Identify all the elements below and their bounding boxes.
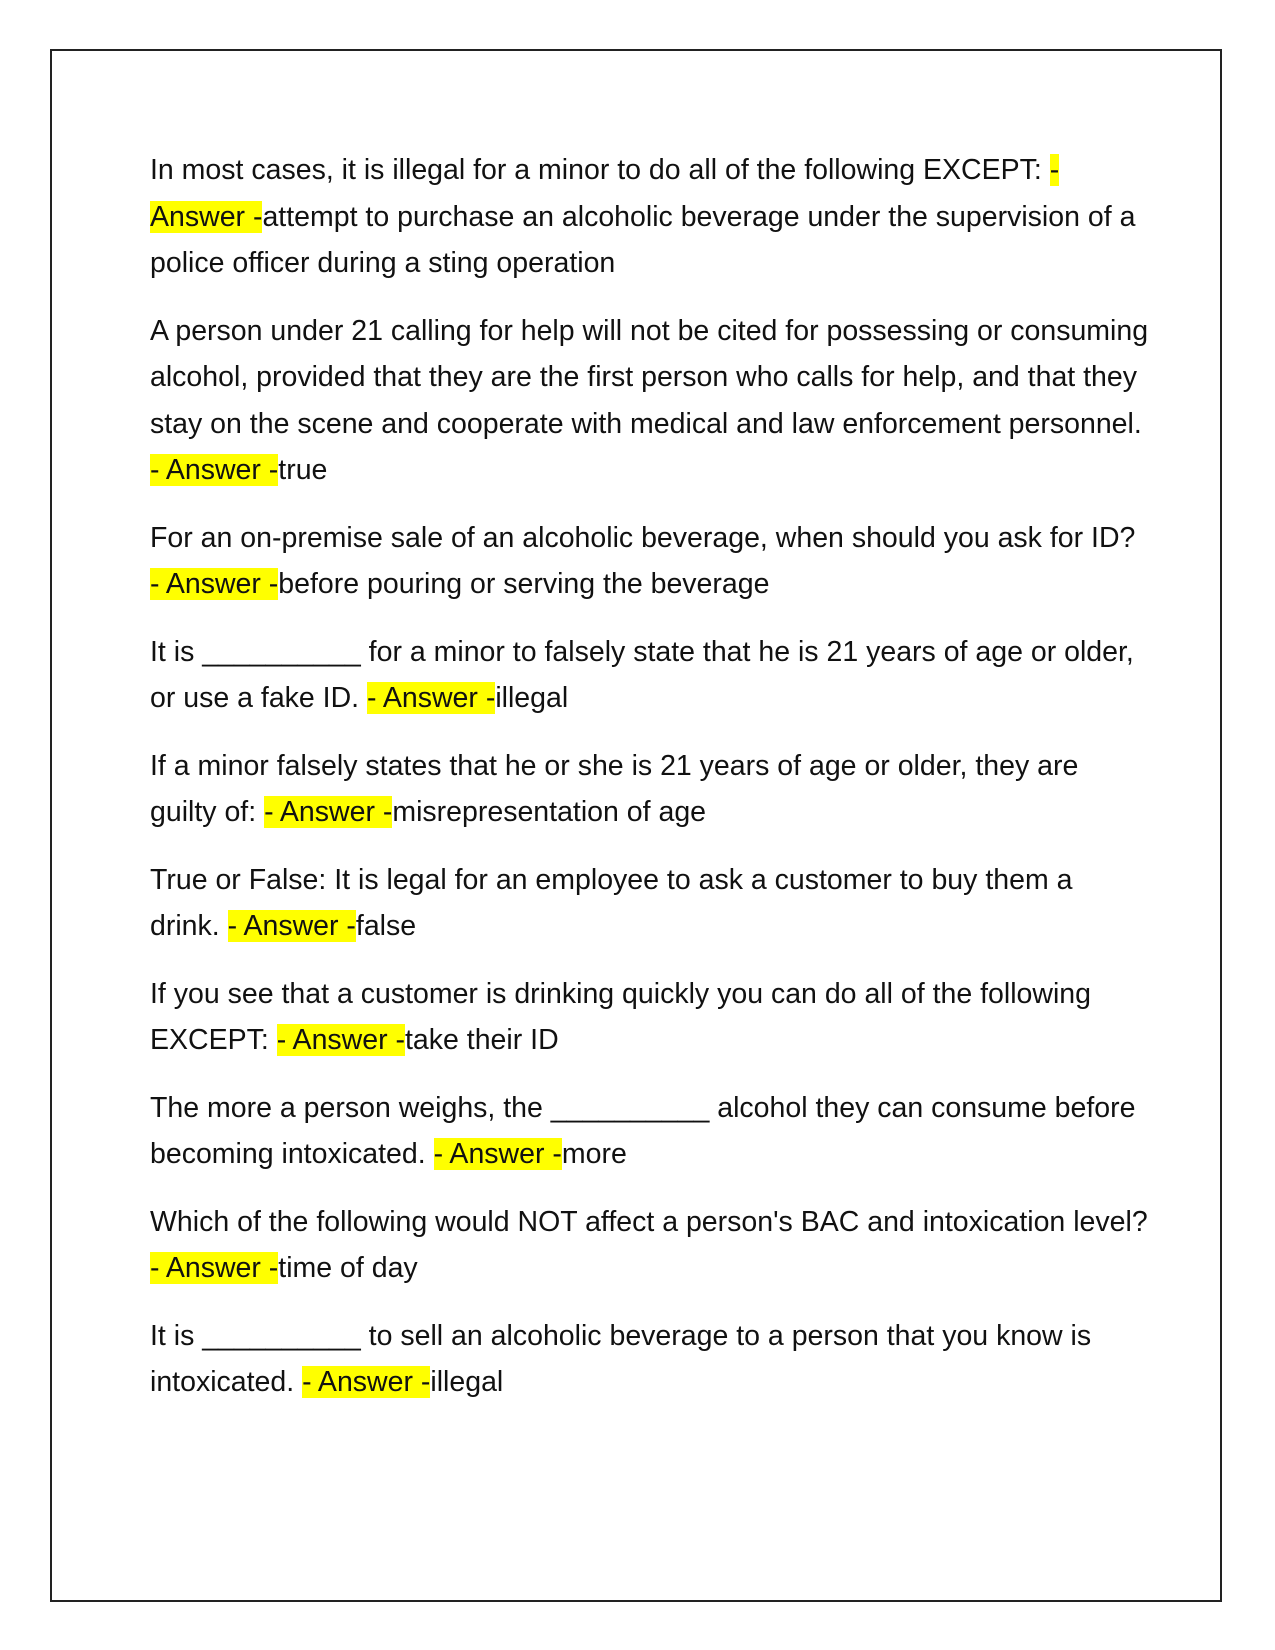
answer-marker: - Answer - — [433, 1138, 562, 1170]
qa-item — [150, 857, 1150, 950]
answer-text: false — [355, 910, 417, 942]
qa-item — [150, 1313, 1150, 1406]
qa-item — [150, 515, 1150, 608]
qa-item — [150, 1199, 1150, 1292]
question-text: A person under 21 calling for help will not be cited for possessing or consuming alcohol, provided that they are the first person who calls for help, and that they stay on the scene and cooperate with medical and law enforcement personnel. — [150, 314, 1149, 440]
answer-text: more — [561, 1138, 627, 1170]
question-text: If you see that a customer is drinking quickly you can do all of the following EXCEPT: — [150, 977, 1092, 1056]
answer-marker: - Answer - — [302, 1366, 431, 1398]
qa-item — [150, 629, 1150, 722]
answer-text: misrepresentation of age — [392, 796, 707, 828]
question-text: If a minor falsely states that he or she is 21 years of age or older, they are guilty of: — [150, 749, 1079, 828]
answer-text: before pouring or serving the beverage — [278, 568, 770, 600]
qa-item — [150, 743, 1150, 836]
answer-text: true — [278, 454, 328, 486]
answer-text: time of day — [278, 1252, 418, 1284]
question-text: Which of the following would NOT affect a person's BAC and intoxication level? — [150, 1205, 1148, 1238]
qa-item — [150, 308, 1150, 494]
question-text: True or False: It is legal for an employee to ask a customer to buy them a drink. — [150, 863, 1073, 942]
answer-marker: - Answer - — [150, 568, 279, 600]
answer-marker: - Answer - — [150, 454, 279, 486]
answer-text: attempt to purchase an alcoholic beverage under the supervision of a police officer during a sting operation — [150, 200, 1136, 279]
answer-marker: - Answer - — [367, 682, 496, 714]
answer-marker: - Answer - — [227, 910, 356, 942]
answer-marker: - Answer - — [150, 1252, 279, 1284]
qa-item — [150, 971, 1150, 1064]
answer-marker: - Answer - — [150, 154, 1060, 233]
question-text: It is __________ to sell an alcoholic beverage to a person that you know is intoxicated. — [150, 1319, 1092, 1398]
answer-text: take their ID — [405, 1024, 559, 1056]
question-text: The more a person weighs, the __________ alcohol they can consume before becoming intoxicated. — [150, 1091, 1136, 1170]
answer-text: illegal — [430, 1366, 504, 1398]
question-text: For an on-premise sale of an alcoholic beverage, when should you ask for ID? — [150, 521, 1136, 554]
question-text: In most cases, it is illegal for a minor to do all of the following EXCEPT: — [150, 154, 1050, 186]
answer-marker: - Answer - — [276, 1024, 405, 1056]
answer-marker: - Answer - — [264, 796, 393, 828]
answer-text: illegal — [495, 682, 569, 714]
qa-item — [150, 147, 1150, 287]
question-text: It is __________ for a minor to falsely state that he is 21 years of age or older, or use a fake ID. — [150, 635, 1134, 714]
qa-item — [150, 1085, 1150, 1178]
document-body — [150, 147, 1150, 1427]
